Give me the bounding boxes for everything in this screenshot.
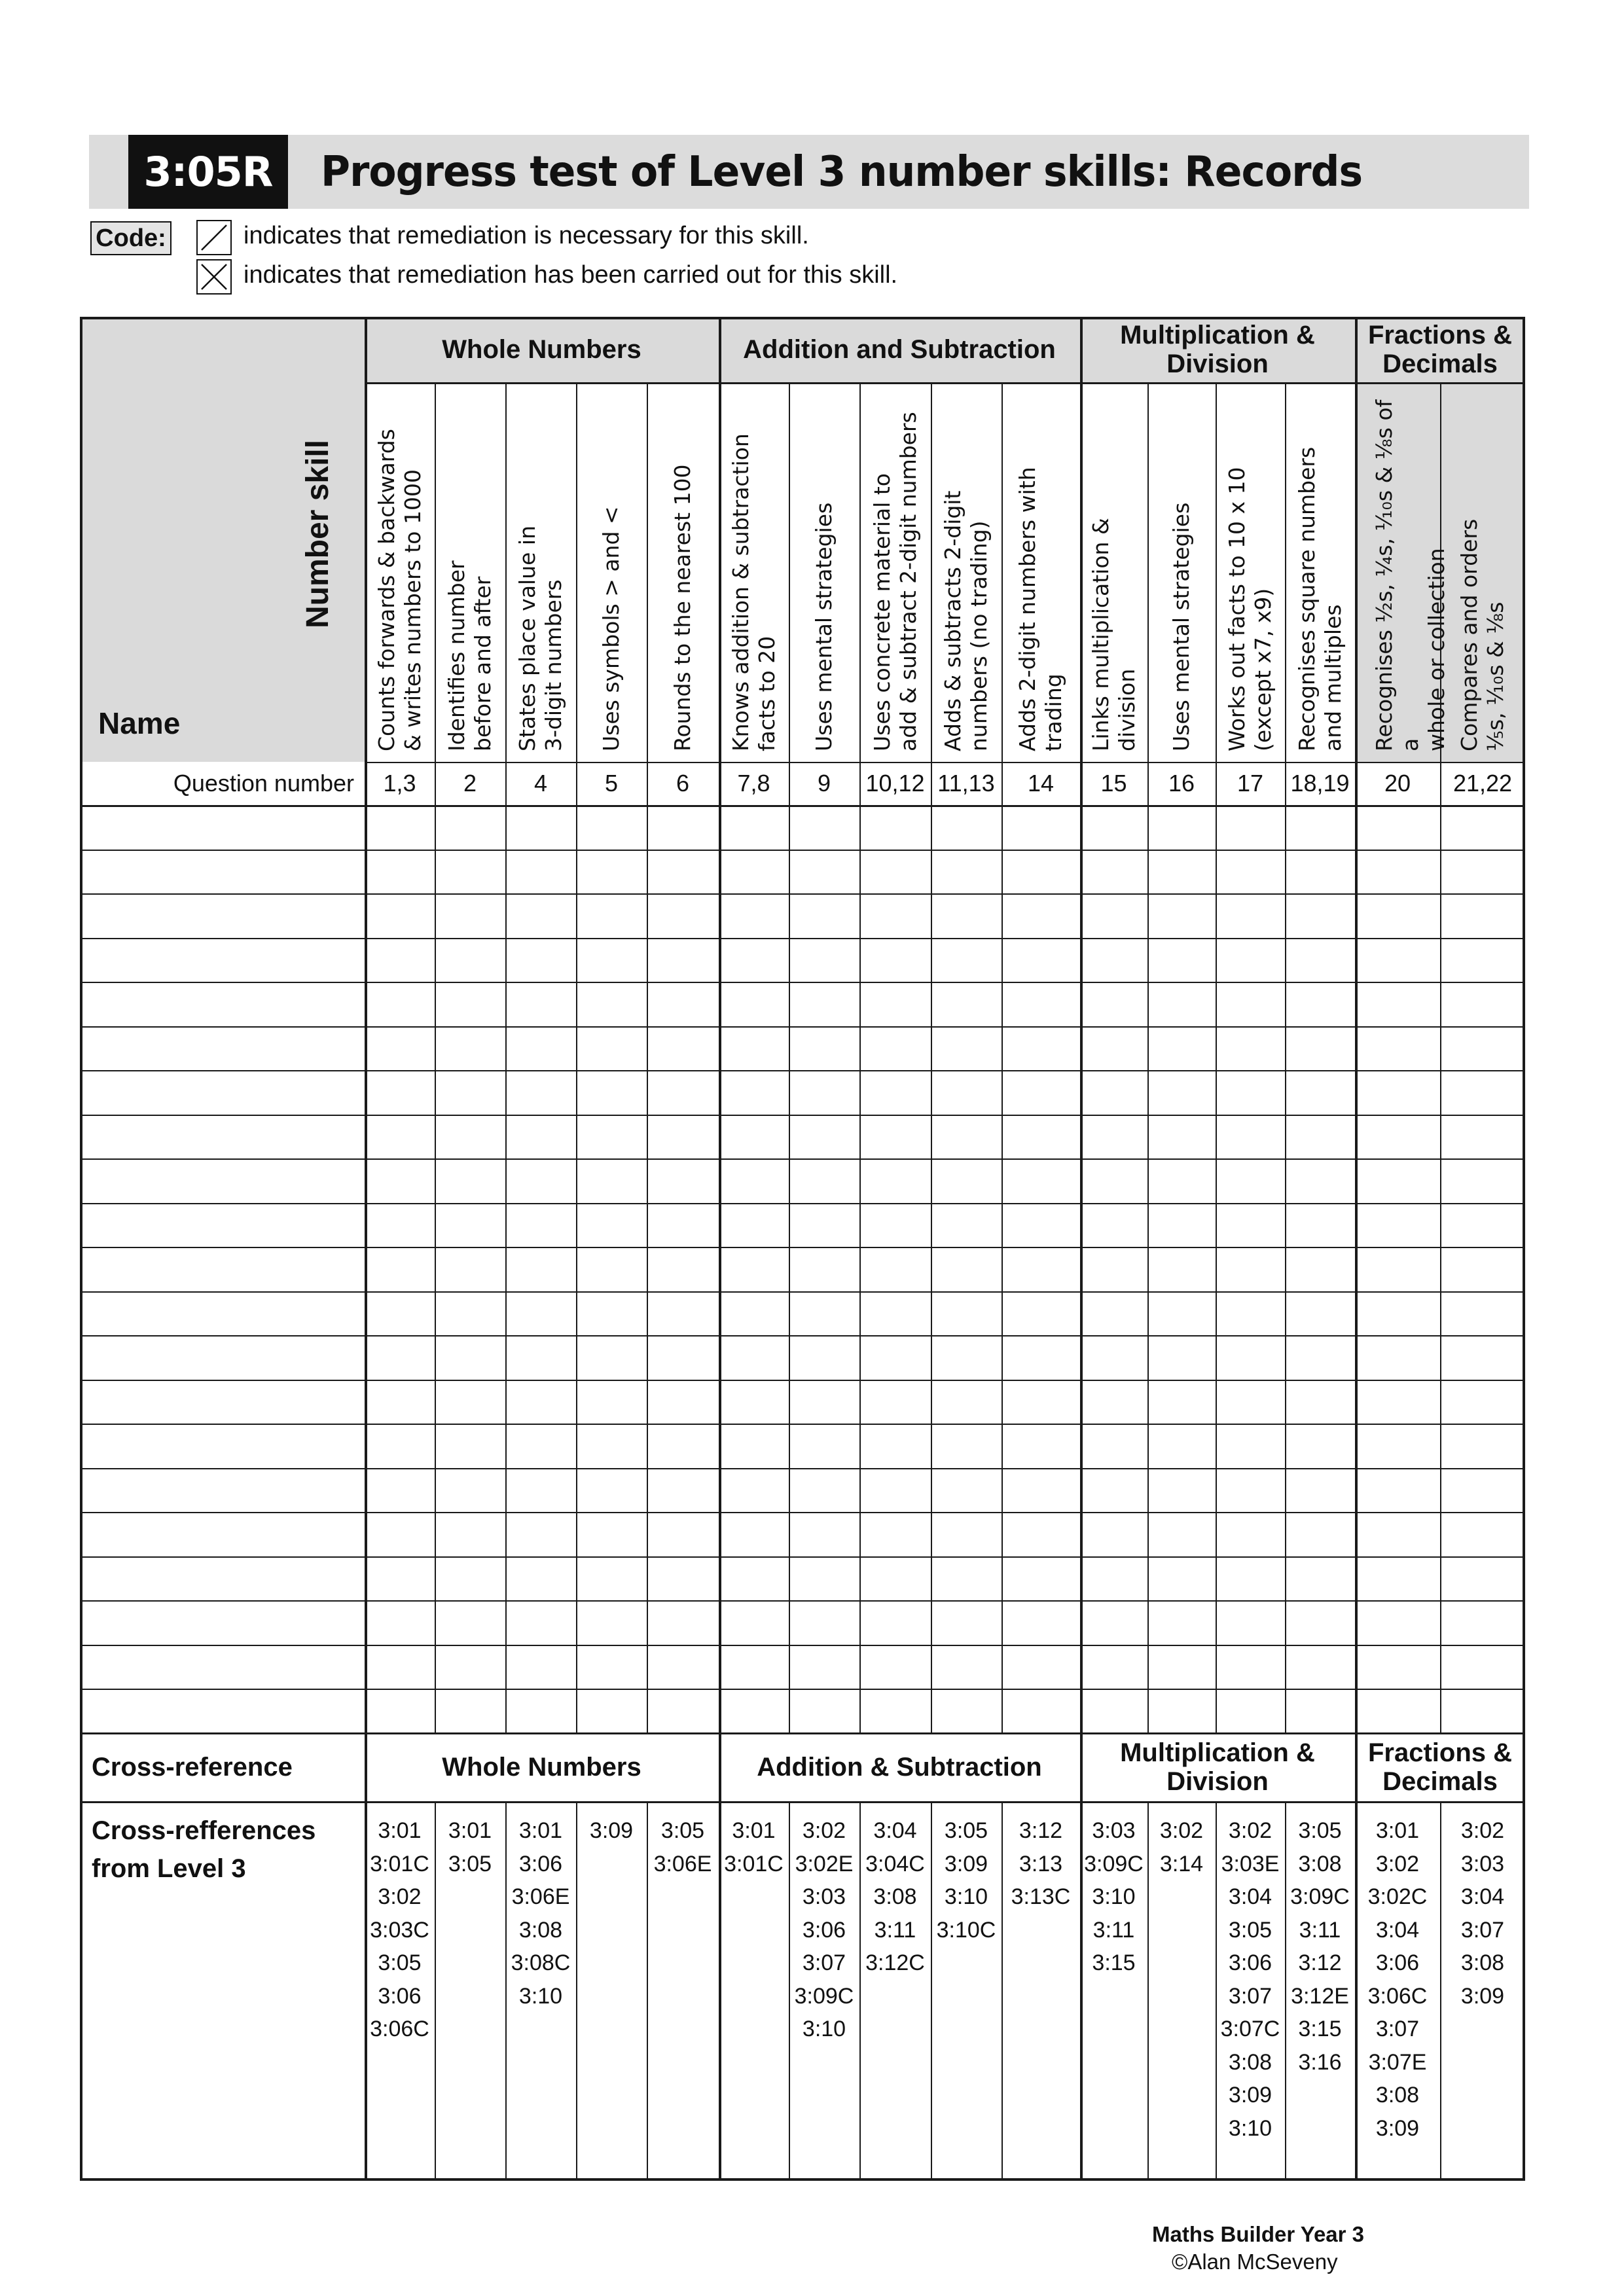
student-row-line xyxy=(82,1380,1523,1381)
question-number-5: 6 xyxy=(676,770,690,797)
column-line xyxy=(647,382,648,1733)
crossref-item: 3:02C xyxy=(1367,1884,1428,1909)
crossref-item: 3:05 xyxy=(378,1950,422,1975)
cross-box-icon xyxy=(196,259,232,295)
crossref-column-9 xyxy=(931,1814,1001,1946)
crossref-item: 3:02 xyxy=(1375,1851,1420,1876)
slash-box-icon xyxy=(196,220,232,255)
column-line xyxy=(1001,382,1003,1733)
question-number-12: 16 xyxy=(1168,770,1195,797)
crossref-item: 3:05 xyxy=(448,1851,492,1876)
crossref-item: 3:08 xyxy=(1375,2083,1420,2108)
column-line xyxy=(576,382,577,1733)
table-border-bottom xyxy=(80,2178,1525,2181)
key-text-remediation-done: indicates that remediation has been carried out for this skill. xyxy=(244,261,898,289)
question-number-7: 9 xyxy=(817,770,831,797)
question-number-15: 20 xyxy=(1384,770,1411,797)
crossref-item: 3:09 xyxy=(1228,2083,1272,2108)
number-skill-label: Number skill xyxy=(300,439,335,628)
student-row-line xyxy=(82,1247,1523,1248)
column-line xyxy=(859,382,861,1733)
crossref-item: 3:04C xyxy=(865,1851,925,1876)
crossref-item: 3:08 xyxy=(1298,1851,1342,1876)
skill-label-7: Uses mental strategies xyxy=(811,502,837,751)
crossref-item: 3:03 xyxy=(1092,1818,1136,1843)
crossref-item: 3:06C xyxy=(370,2017,429,2041)
crossref-column-4 xyxy=(576,1814,647,1848)
crossref-item: 3:06E xyxy=(511,1884,570,1909)
question-number-11: 15 xyxy=(1100,770,1127,797)
crossref-item: 3:03E xyxy=(1221,1851,1280,1876)
crossref-item: 3:12 xyxy=(1019,1818,1063,1843)
student-row-line xyxy=(82,1600,1523,1602)
crossref-item: 3:01 xyxy=(378,1818,422,1843)
skill-label-16: Compares and orders ⅕s, ⅒s & ⅛s xyxy=(1456,518,1508,751)
question-number-13: 17 xyxy=(1236,770,1264,797)
question-row-line xyxy=(80,805,1525,807)
question-number-9: 11,13 xyxy=(937,770,995,797)
skill-label-3: States place value in 3-digit numbers xyxy=(514,525,566,751)
skill-label-4: Uses symbols > and < xyxy=(598,506,624,751)
crossref-item: 3:07 xyxy=(1375,2017,1420,2041)
crossref-item: 3:07C xyxy=(1220,2017,1280,2041)
crossref-item: 3:02 xyxy=(1228,1818,1272,1843)
crossref-item: 3:01C xyxy=(724,1851,784,1876)
crossref-item: 3:03C xyxy=(370,1917,429,1943)
question-number-2: 2 xyxy=(463,770,477,797)
student-row-line xyxy=(82,1335,1523,1336)
skill-label-14: Recognises square numbers and multiples xyxy=(1293,446,1346,751)
crossref-item: 3:06E xyxy=(653,1851,712,1876)
footer-copyright: ©Alan McSeveny xyxy=(1172,2250,1338,2274)
crossref-item: 3:09 xyxy=(1460,1983,1505,2009)
student-row-line xyxy=(82,1512,1523,1513)
crossref-column-14 xyxy=(1285,1814,1355,2079)
crossref-item: 3:03 xyxy=(802,1884,846,1909)
skill-label-15: Recognises ½s, ¼s, ⅒s & ⅛s of a whole or collection xyxy=(1371,399,1449,751)
question-number-10: 14 xyxy=(1027,770,1055,797)
crossref-item: 3:08C xyxy=(511,1950,571,1975)
crossref-item: 3:04 xyxy=(1228,1884,1272,1909)
crossref-item: 3:01 xyxy=(732,1818,776,1843)
crossref-item: 3:15 xyxy=(1092,1950,1136,1975)
crossref-item: 3:04 xyxy=(873,1818,917,1843)
student-row-line xyxy=(82,982,1523,983)
crossref-item: 3:10 xyxy=(1228,2115,1272,2141)
crossref-item: 3:11 xyxy=(1299,1917,1341,1943)
crossref-column-16 xyxy=(1440,1814,1525,2013)
crossref-column-15 xyxy=(1355,1814,1440,2145)
student-row-line xyxy=(82,1689,1523,1690)
crossref-item: 3:04 xyxy=(1375,1917,1420,1943)
crossref-item: 3:07E xyxy=(1368,2049,1427,2075)
crossref-item: 3:14 xyxy=(1159,1851,1204,1876)
crossref-column-12 xyxy=(1147,1814,1216,1880)
records-table xyxy=(80,317,1525,2187)
crossref-from-label: Cross-refferences from Level 3 xyxy=(92,1816,316,1883)
question-number-6: 7,8 xyxy=(737,770,770,797)
crossref-item: 3:06 xyxy=(378,1983,422,2009)
skill-group-2: Multiplication & Division xyxy=(1120,321,1315,378)
column-line xyxy=(1285,382,1286,1733)
group-header-line xyxy=(365,382,1525,384)
column-line xyxy=(789,382,790,1733)
crossref-item: 3:06 xyxy=(1228,1950,1272,1975)
code-label: Code: xyxy=(90,221,171,255)
crossref-item: 3:10 xyxy=(944,1884,988,1909)
skill-label-2: Identifies number before and after xyxy=(444,560,496,751)
skill-group-3: Fractions & Decimals xyxy=(1367,321,1513,378)
group-divider-line xyxy=(719,317,721,2179)
crossref-item: 3:13C xyxy=(1011,1884,1071,1909)
crossref-item: 3:11 xyxy=(1092,1917,1135,1943)
crossref-column-line xyxy=(576,1801,577,2179)
student-row-line xyxy=(82,1291,1523,1293)
crossref-item: 3:10 xyxy=(518,1983,563,2009)
question-number-8: 10,12 xyxy=(865,770,925,797)
crossref-item: 3:02E xyxy=(795,1851,854,1876)
skill-label-8: Uses concrete material to add & subtract 2-digit numbers xyxy=(869,412,921,751)
column-line xyxy=(931,382,932,1733)
student-row-line xyxy=(82,1645,1523,1646)
crossref-item: 3:09 xyxy=(1375,2115,1420,2141)
skill-label-5: Rounds to the nearest 100 xyxy=(670,464,695,751)
crossref-item: 3:13 xyxy=(1019,1851,1063,1876)
student-row-line xyxy=(82,1468,1523,1469)
crossref-item: 3:08 xyxy=(1228,2049,1272,2075)
column-line xyxy=(505,382,507,1733)
crossref-item: 3:01 xyxy=(518,1818,563,1843)
column-line xyxy=(435,382,436,1733)
crossref-item: 3:07 xyxy=(1460,1917,1505,1943)
skill-label-9: Adds & subtracts 2-digit numbers (no trading) xyxy=(940,490,992,751)
crossref-item: 3:05 xyxy=(660,1818,705,1843)
crossref-item: 3:12C xyxy=(865,1950,925,1975)
crossref-item: 3:05 xyxy=(1228,1917,1272,1943)
crossref-item: 3:03 xyxy=(1460,1851,1505,1876)
crossref-item: 3:12E xyxy=(1291,1983,1349,2009)
crossref-item: 3:07 xyxy=(802,1950,846,1975)
crossref-item: 3:10 xyxy=(802,2017,846,2041)
student-row-line xyxy=(82,1070,1523,1071)
crossref-label: Cross-reference xyxy=(92,1752,293,1782)
student-row-line xyxy=(82,1424,1523,1425)
column-line xyxy=(1147,382,1149,1733)
crossref-item: 3:16 xyxy=(1298,2049,1342,2075)
crossref-item: 3:05 xyxy=(1298,1818,1342,1843)
question-number-14: 18,19 xyxy=(1290,770,1350,797)
skill-label-10: Adds 2-digit numbers with trading xyxy=(1015,467,1066,751)
crossref-item: 3:02 xyxy=(802,1818,846,1843)
key-text-remediation-needed: indicates that remediation is necessary for this skill. xyxy=(244,222,809,249)
crossref-item: 3:06 xyxy=(1375,1950,1420,1975)
column-line xyxy=(1216,382,1217,1733)
student-row-line xyxy=(82,1026,1523,1028)
student-row-line xyxy=(82,1115,1523,1116)
question-number-4: 5 xyxy=(604,770,619,797)
crossref-column-2 xyxy=(435,1814,505,1880)
crossref-item: 3:02 xyxy=(1159,1818,1204,1843)
student-row-line xyxy=(82,893,1523,895)
crossref-group-1: Addition & Subtraction xyxy=(757,1752,1042,1782)
question-number-1: 1,3 xyxy=(383,770,416,797)
question-number-3: 4 xyxy=(533,770,548,797)
crossref-column-7 xyxy=(789,1814,859,2046)
worksheet-code: 3:05R xyxy=(128,135,288,209)
crossref-group-3: Fractions & Decimals xyxy=(1367,1738,1513,1796)
name-column-label: Name xyxy=(98,706,181,740)
crossref-column-11 xyxy=(1080,1814,1147,1980)
crossref-item: 3:02 xyxy=(378,1884,422,1909)
skill-label-1: Counts forwards & backwards & writes numbers to 1000 xyxy=(373,429,425,751)
skill-group-0: Whole Numbers xyxy=(442,335,641,364)
crossref-item: 3:08 xyxy=(873,1884,917,1909)
crossref-item: 3:10C xyxy=(936,1917,996,1943)
crossref-column-13 xyxy=(1216,1814,1285,2145)
crossref-column-8 xyxy=(859,1814,931,1980)
crossref-item: 3:09C xyxy=(794,1983,854,2009)
skill-label-11: Links multiplication & division xyxy=(1087,518,1140,751)
skill-group-1: Addition and Subtraction xyxy=(743,335,1056,364)
crossref-item: 3:08 xyxy=(518,1917,563,1943)
crossref-group-0: Whole Numbers xyxy=(442,1752,641,1782)
crossref-item: 3:15 xyxy=(1298,2017,1342,2041)
skill-label-6: Knows addition & subtraction facts to 20 xyxy=(727,433,780,751)
crossref-item: 3:01C xyxy=(370,1851,429,1876)
skill-label-12: Uses mental strategies xyxy=(1168,502,1194,751)
crossref-item: 3:09 xyxy=(944,1851,988,1876)
crossref-item: 3:11 xyxy=(874,1917,916,1943)
crossref-column-6 xyxy=(719,1814,789,1880)
crossref-item: 3:01 xyxy=(1375,1818,1420,1843)
crossref-item: 3:05 xyxy=(944,1818,988,1843)
crossref-item: 3:09C xyxy=(1084,1851,1144,1876)
crossref-column-3 xyxy=(505,1814,576,2013)
crossref-item: 3:01 xyxy=(448,1818,492,1843)
student-row-line xyxy=(82,1556,1523,1558)
student-row-line xyxy=(82,1158,1523,1160)
crossref-column-1 xyxy=(365,1814,435,2046)
crossref-group-2: Multiplication & Division xyxy=(1120,1738,1315,1796)
crossref-item: 3:02 xyxy=(1460,1818,1505,1843)
skill-label-13: Works out facts to 10 x 10 (except x7, x9) xyxy=(1224,467,1276,751)
crossref-item: 3:12 xyxy=(1298,1950,1342,1975)
crossref-item: 3:04 xyxy=(1460,1884,1505,1909)
crossref-mid-line xyxy=(80,1801,1525,1803)
crossref-column-5 xyxy=(647,1814,719,1880)
crossref-item: 3:10 xyxy=(1092,1884,1136,1909)
crossref-column-10 xyxy=(1001,1814,1080,1914)
student-row-line xyxy=(82,938,1523,939)
student-row-line xyxy=(82,850,1523,851)
page-title: Progress test of Level 3 number skills: Records xyxy=(321,147,1363,196)
table-border-left xyxy=(80,317,82,2179)
crossref-item: 3:09C xyxy=(1290,1884,1350,1909)
question-number-16: 21,22 xyxy=(1453,770,1513,797)
crossref-item: 3:06 xyxy=(802,1917,846,1943)
crossref-item: 3:09 xyxy=(589,1818,634,1843)
crossref-item: 3:06 xyxy=(518,1851,563,1876)
crossref-item: 3:06C xyxy=(1367,1983,1428,2009)
crossref-item: 3:08 xyxy=(1460,1950,1505,1975)
question-number-label: Question number xyxy=(173,770,354,797)
footer-title: Maths Builder Year 3 xyxy=(1152,2222,1365,2246)
student-row-line xyxy=(82,1203,1523,1204)
crossref-item: 3:07 xyxy=(1228,1983,1272,2009)
